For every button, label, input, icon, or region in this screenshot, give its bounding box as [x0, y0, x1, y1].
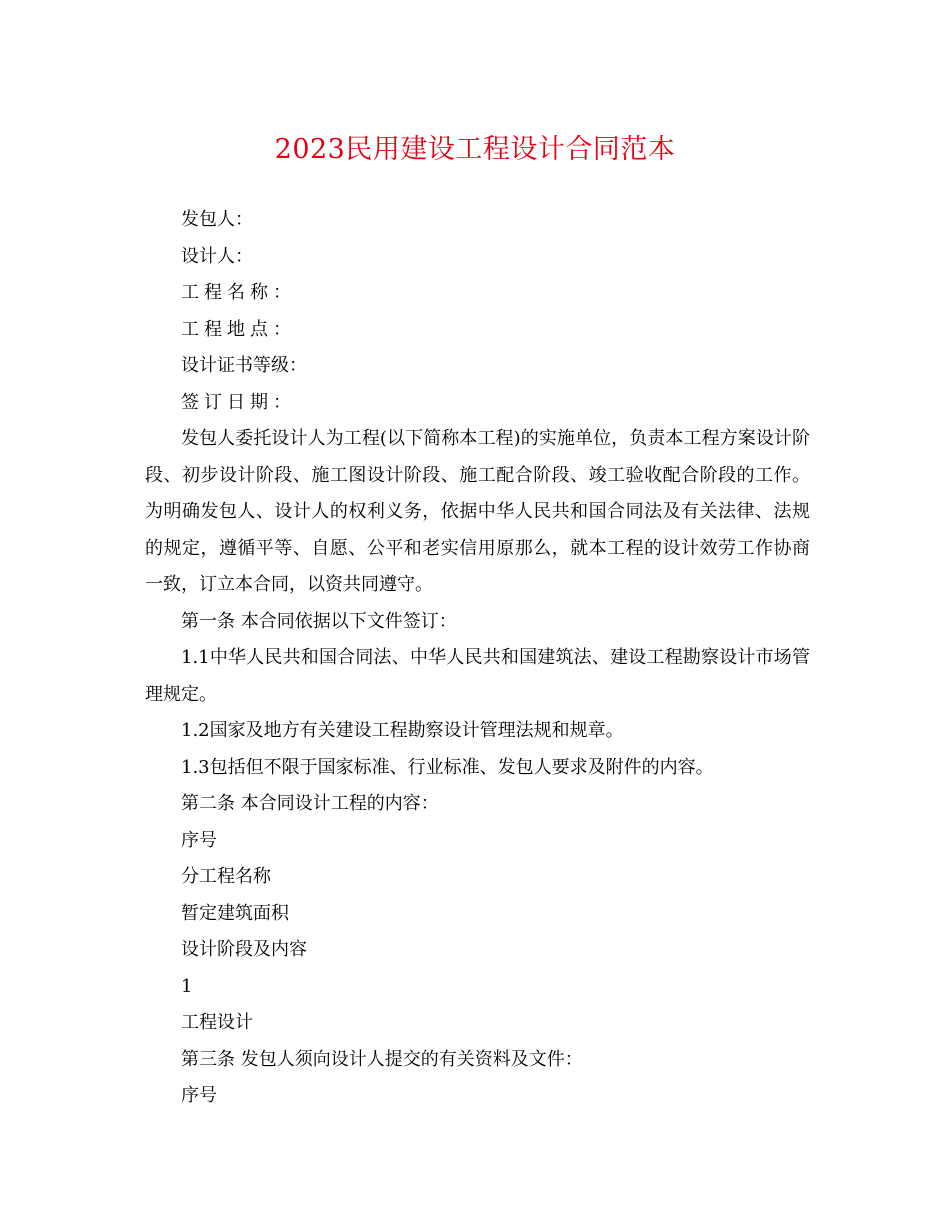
table-cell: 序号 [181, 829, 217, 851]
article-1-item: 1.3包括但不限于国家标准、行业标准、发包人要求及附件的内容。 [181, 756, 714, 778]
field-project-location: 工程地点： [181, 318, 296, 340]
article-1-heading: 第一条 本合同依据以下文件签订： [181, 610, 457, 632]
table-cell: 设计阶段及内容 [181, 939, 307, 960]
table-cell: 序号 [181, 1085, 217, 1106]
table-cell: 暂定建筑面积 [181, 902, 289, 924]
article-3-heading: 第三条 发包人须向设计人提交的有关资料及文件： [181, 1048, 583, 1070]
article-1-item: 1.2国家及地方有关建设工程勘察设计管理法规和规章。 [181, 720, 624, 741]
field-project-name: 工程名称： [181, 282, 296, 303]
article-1-item: 1.1中华人民共和国合同法、中华人民共和国建筑法、建设工程勘察设计市场管理规定。 [145, 647, 810, 705]
article-2-heading: 第二条 本合同设计工程的内容： [181, 793, 439, 814]
document-title: 2023民用建设工程设计合同范本 [274, 134, 676, 165]
intro-paragraph: 发包人委托设计人为工程(以下简称本工程)的实施单位，负责本工程方案设计阶段、初步设计阶段、施工图设计阶段、施工配合阶段、竣工验收配合阶段的工作。为明确发包人、设计人的权利义务，依据中华人民共和国合同法及有关法律、法规的规定，遵循平等、自愿、公平和老实信用原那么，就本工程的设计效劳工作协商一致，订立本合同，以资共同遵守。 [145, 428, 810, 595]
field-certificate-level: 设计证书等级： [181, 355, 307, 376]
document-body [145, 202, 810, 1115]
table-cell: 1 [181, 975, 193, 997]
table-cell: 工程设计 [181, 1012, 253, 1033]
table-cell: 分工程名称 [181, 866, 271, 887]
field-employer: 发包人： [181, 209, 253, 230]
field-designer: 设计人： [181, 245, 253, 267]
field-signing-date: 签订日期： [181, 391, 296, 413]
